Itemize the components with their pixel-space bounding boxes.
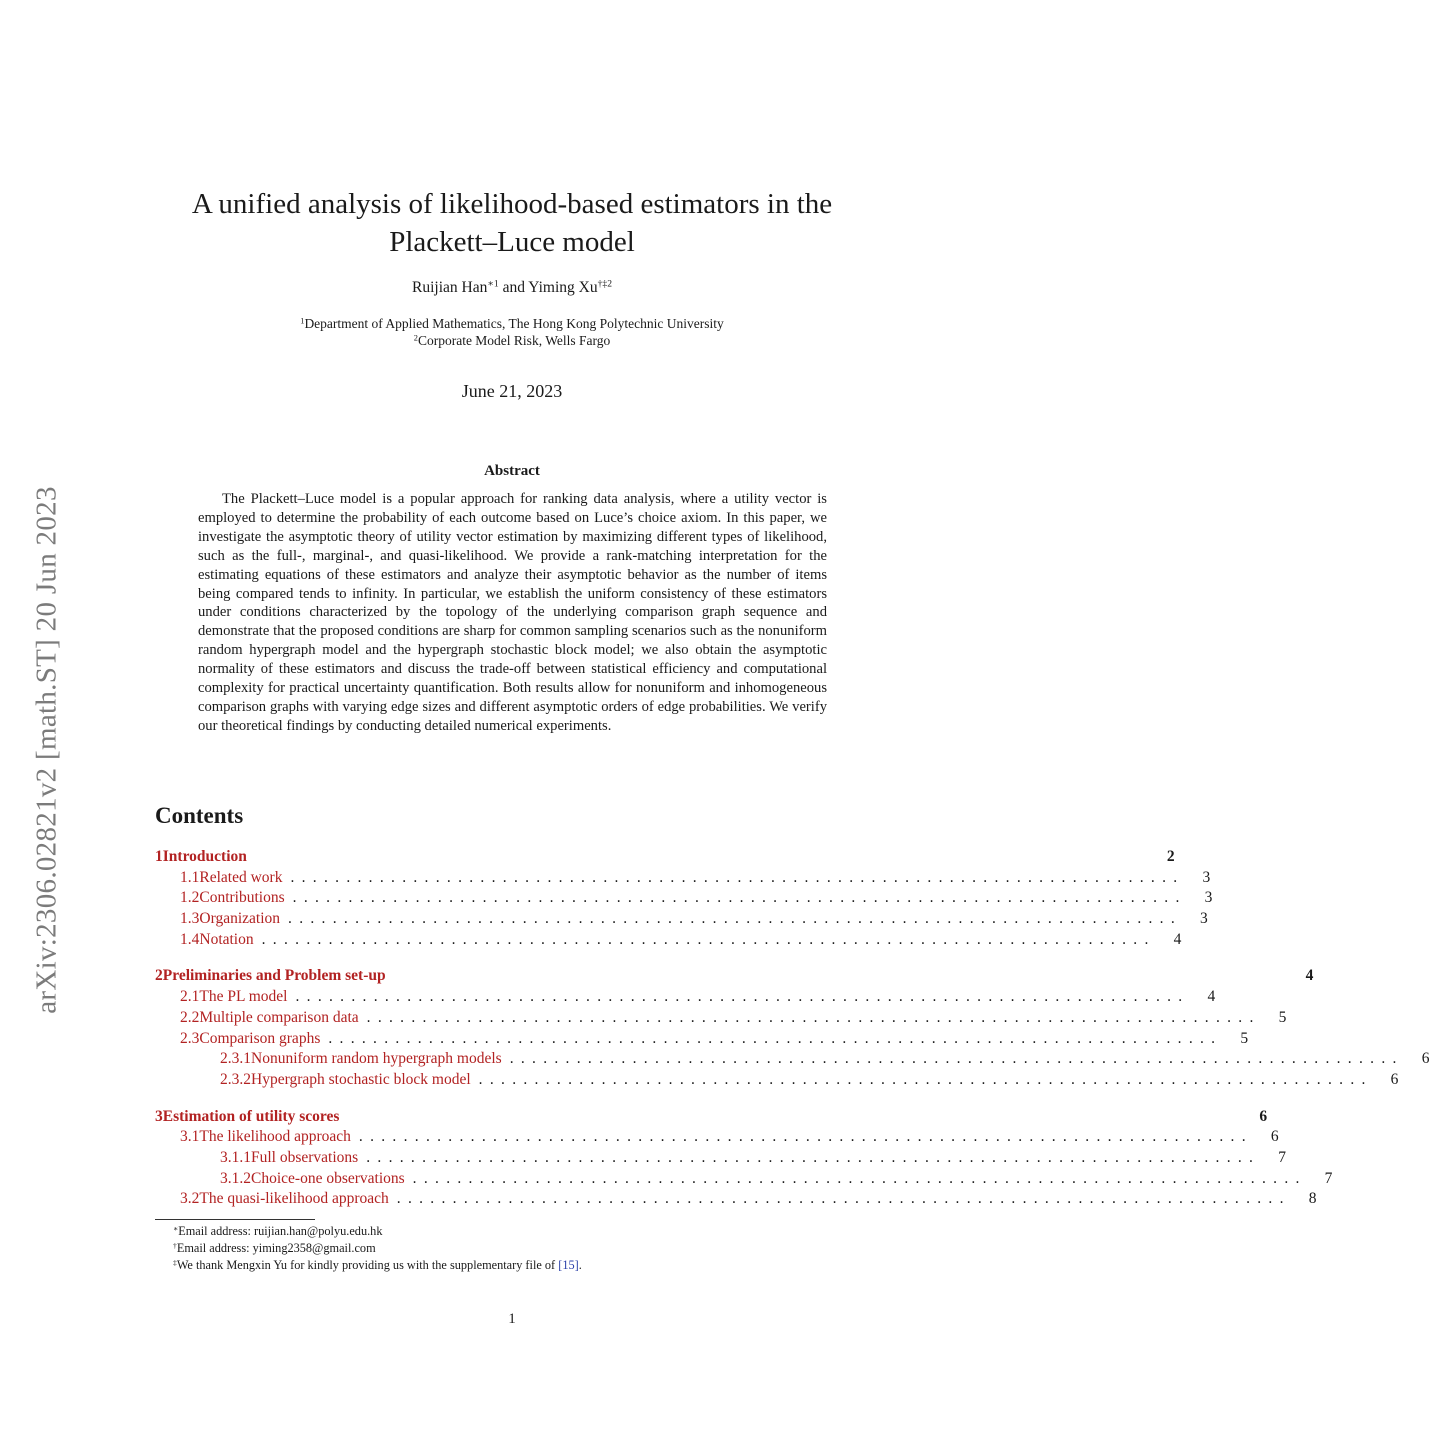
footnote-mark: † bbox=[173, 1240, 177, 1250]
footnote bbox=[173, 1257, 582, 1274]
toc-entry-title[interactable]: Related work bbox=[199, 868, 283, 886]
toc-entry[interactable] bbox=[155, 1008, 1287, 1030]
toc-leader-dots: ................................................................................ bbox=[366, 1148, 1261, 1166]
toc-entry-title[interactable]: Comparison graphs bbox=[199, 1029, 321, 1047]
footnote bbox=[173, 1223, 582, 1240]
toc-entry-title[interactable]: Organization bbox=[199, 910, 281, 928]
abstract-heading: Abstract bbox=[484, 463, 540, 479]
footnote bbox=[173, 1240, 582, 1257]
toc-leader-dots: ................................................................................ bbox=[396, 1190, 1291, 1208]
toc-entry-page: 6 bbox=[1421, 1050, 1429, 1068]
toc-entry-title[interactable]: Full observations bbox=[251, 1148, 359, 1166]
toc-entry[interactable] bbox=[155, 930, 1182, 952]
paper-date: June 21, 2023 bbox=[461, 381, 563, 401]
toc-entry[interactable] bbox=[155, 1169, 1333, 1191]
author-name: Ruijian Han bbox=[412, 279, 488, 296]
affiliation bbox=[150, 332, 874, 349]
toc-entry-title[interactable]: The likelihood approach bbox=[199, 1128, 351, 1146]
toc-entry-number: 3 bbox=[155, 1107, 163, 1125]
toc-entry-title[interactable]: Choice-one observations bbox=[251, 1169, 405, 1187]
toc-leader-dots: ................................................................................ bbox=[328, 1029, 1223, 1047]
affiliations bbox=[150, 315, 874, 349]
toc-entry-title[interactable]: Introduction bbox=[162, 848, 247, 865]
toc-entry-title[interactable]: Multiple comparison data bbox=[199, 1008, 359, 1026]
toc-entry-page: 3 bbox=[1200, 910, 1208, 928]
author-marks: †‡2 bbox=[597, 278, 612, 290]
toc-entry-title[interactable]: Notation bbox=[199, 930, 254, 948]
footnote-text: We thank Mengxin Yu for kindly providing us with the supplementary file of bbox=[176, 1258, 559, 1272]
toc-entry-page: 7 bbox=[1324, 1169, 1333, 1187]
toc-entry-number: 1.1 bbox=[180, 868, 200, 886]
toc-entry[interactable] bbox=[155, 1070, 1399, 1092]
toc-entry-number: 1.2 bbox=[180, 889, 200, 907]
affiliation-mark: 1 bbox=[300, 316, 305, 326]
toc-entry-number: 2.3.1 bbox=[220, 1050, 251, 1068]
toc-entry-title[interactable]: The PL model bbox=[199, 988, 288, 1006]
toc-entry-number: 2.3.2 bbox=[220, 1070, 251, 1088]
arxiv-identifier: arXiv:2306.02821v2 [math.ST] 20 Jun 2023 bbox=[30, 486, 63, 1014]
author-list bbox=[150, 279, 874, 297]
toc-entry[interactable] bbox=[155, 889, 1213, 910]
toc-entry[interactable] bbox=[155, 967, 1314, 988]
affiliation-text: Department of Applied Mathematics, The Hong Kong Polytechnic University bbox=[304, 316, 724, 331]
footnote-mark: ∗ bbox=[173, 1223, 179, 1233]
toc-entry-page: 3 bbox=[1202, 868, 1211, 886]
toc-leader-dots: ................................................................................ bbox=[478, 1070, 1373, 1088]
toc-entry[interactable] bbox=[155, 1190, 1317, 1211]
toc-entry-number: 1 bbox=[155, 848, 163, 865]
toc-entry-page: 6 bbox=[1259, 1107, 1268, 1125]
toc-entry-page: 4 bbox=[1173, 930, 1182, 948]
toc-entry[interactable] bbox=[155, 1050, 1429, 1071]
toc-entry[interactable] bbox=[155, 868, 1211, 890]
author-name: Yiming Xu bbox=[528, 279, 598, 296]
toc-leader-dots: ................................................................................ bbox=[358, 1128, 1253, 1146]
toc-entry-number: 3.1 bbox=[180, 1128, 200, 1146]
footnotes bbox=[173, 1223, 582, 1274]
toc-entry-number: 2.1 bbox=[180, 988, 200, 1006]
toc-entry-page: 8 bbox=[1308, 1190, 1317, 1208]
toc-entry-title[interactable]: Preliminaries and Problem set-up bbox=[162, 967, 386, 985]
toc-leader-dots: ................................................................................ bbox=[295, 988, 1190, 1006]
toc-entry-title[interactable]: Estimation of utility scores bbox=[162, 1107, 340, 1125]
toc-entry[interactable] bbox=[155, 1029, 1249, 1051]
contents-heading: Contents bbox=[155, 803, 244, 828]
toc-leader-dots: ................................................................................ bbox=[288, 910, 1183, 928]
toc-leader-dots: ................................................................................ bbox=[261, 930, 1156, 948]
toc-entry-title[interactable]: The quasi-likelihood approach bbox=[199, 1190, 389, 1208]
toc-leader-dots: ................................................................................ bbox=[366, 1008, 1261, 1026]
toc-entry-number: 3.1.1 bbox=[220, 1148, 251, 1166]
toc-entry-title[interactable]: Hypergraph stochastic block model bbox=[251, 1070, 471, 1088]
toc-leader-dots: ................................................................................ bbox=[292, 889, 1187, 907]
toc-entry-page: 5 bbox=[1240, 1029, 1249, 1047]
toc-entry-page: 2 bbox=[1166, 848, 1175, 865]
author-conjunction: and bbox=[502, 279, 525, 296]
toc-entry-number: 1.3 bbox=[180, 910, 200, 928]
toc-entry[interactable] bbox=[155, 1128, 1279, 1149]
author-marks: ∗1 bbox=[487, 278, 499, 290]
toc-entry-number: 1.4 bbox=[180, 930, 200, 948]
toc-entry-title[interactable]: Contributions bbox=[199, 889, 285, 907]
toc-leader-dots: ................................................................................ bbox=[412, 1169, 1307, 1187]
toc-leader-dots: ................................................................................ bbox=[290, 868, 1185, 886]
affiliation bbox=[150, 315, 874, 332]
toc-entry-page: 5 bbox=[1278, 1008, 1287, 1026]
abstract-body: The Plackett–Luce model is a popular approach for ranking data analysis, where a utility vector is employed to determine the probability of each outcome based on Luce’s choice axiom. In this paper, we investigate the asymptotic theory of utility vector estimation by maximizing different types of likelihood, such as the full-, marginal-, and quasi-likelihood. We provide a rank-matching interpretation for the estimating equations of these estimators and analyze their asymptotic behavior as the number of items being compared tends to infinity. In particular, we establish the uniform consistency of these estimators under conditions characterized by the topology of the underlying comparison graph sequence and demonstrate that the proposed conditions are sharp for common sampling scenarios such as the nonuniform random hypergraph model and the hypergraph stochastic block model; we also obtain the asymptotic normality of these estimators and discuss the trade-off between statistical efficiency and computational complexity for practical uncertainty quantification. Both results allow for nonuniform and inhomogeneous comparison graphs with varying edge sizes and different asymptotic orders of edge probabilities. We verify our theoretical findings by conducting detailed numerical experiments. bbox=[198, 491, 827, 734]
toc-entry-number: 3.2 bbox=[180, 1190, 200, 1208]
footnote-text: Email address: ruijian.han@polyu.edu.hk bbox=[178, 1224, 383, 1238]
toc-leader-dots: ................................................................................ bbox=[509, 1050, 1404, 1068]
toc-entry-number: 3.1.2 bbox=[220, 1169, 251, 1187]
toc-entry-page: 4 bbox=[1305, 967, 1314, 985]
toc-entry-page: 3 bbox=[1204, 889, 1213, 907]
toc-entry[interactable] bbox=[155, 1148, 1286, 1170]
paper-title: A unified analysis of likelihood-based estimators in the Plackett–Luce model bbox=[191, 188, 833, 258]
table-of-contents bbox=[155, 848, 1429, 1211]
toc-entry-number: 2 bbox=[155, 967, 163, 985]
toc-entry-page: 4 bbox=[1207, 988, 1216, 1006]
toc-entry[interactable] bbox=[155, 910, 1208, 931]
page-number: 1 bbox=[508, 1311, 516, 1327]
footnote-end: . bbox=[578, 1258, 582, 1272]
toc-entry-page: 7 bbox=[1278, 1148, 1286, 1166]
footnote-rule bbox=[155, 1219, 315, 1220]
affiliation-mark: 2 bbox=[413, 333, 418, 343]
toc-entry-number: 2.3 bbox=[180, 1029, 200, 1047]
footnote-text: Email address: yiming2358@gmail.com bbox=[176, 1241, 376, 1255]
toc-entry-page: 6 bbox=[1270, 1128, 1279, 1146]
footnote-mark: ‡ bbox=[173, 1257, 177, 1267]
toc-entry[interactable] bbox=[155, 1107, 1268, 1129]
toc-entry[interactable] bbox=[155, 848, 1175, 869]
toc-entry-page: 6 bbox=[1390, 1070, 1399, 1088]
toc-entry-title[interactable]: Nonuniform random hypergraph models bbox=[251, 1050, 502, 1068]
toc-entry-number: 2.2 bbox=[180, 1008, 200, 1026]
affiliation-text: Corporate Model Risk, Wells Fargo bbox=[417, 333, 611, 348]
citation-link[interactable]: [15] bbox=[558, 1258, 579, 1272]
toc-entry[interactable] bbox=[155, 988, 1216, 1009]
